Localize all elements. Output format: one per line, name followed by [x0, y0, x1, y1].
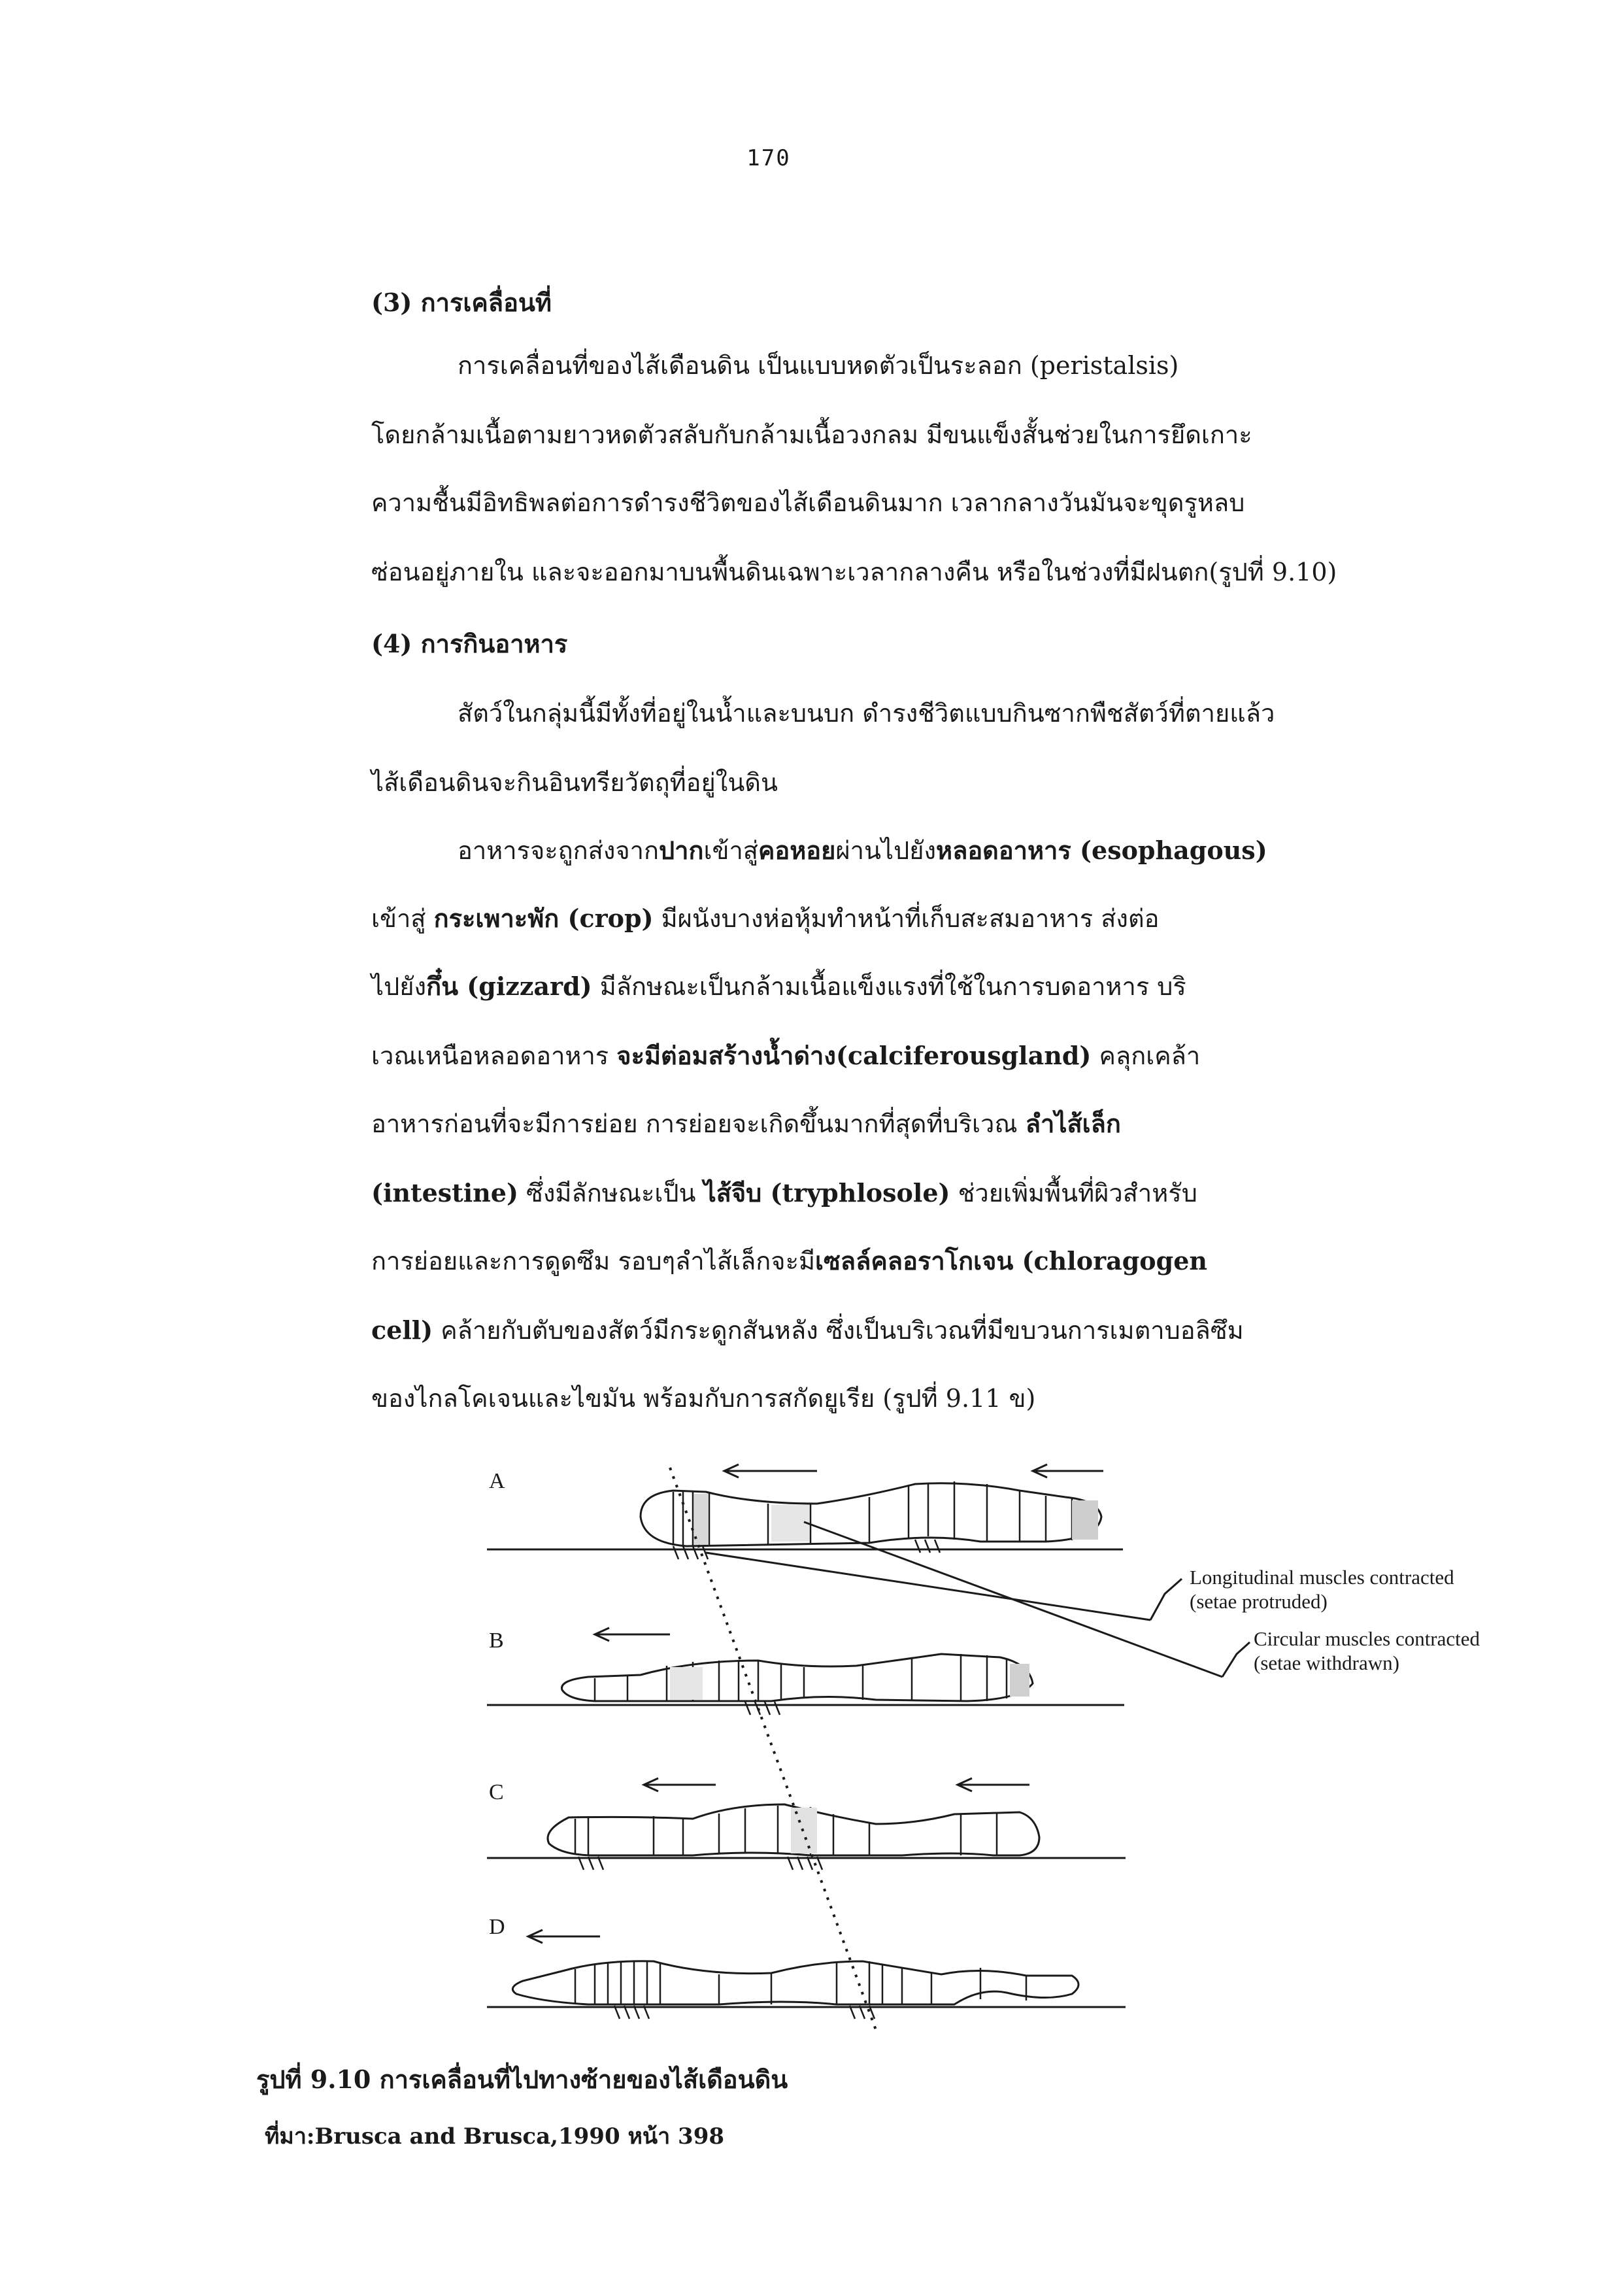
worm-body-d	[512, 1961, 1078, 2004]
panel-label-a: A	[489, 1469, 505, 1493]
segments-b	[595, 1654, 1007, 1701]
term-typhlosole: ไส้จีบ (tryphlosole)	[703, 1178, 950, 1207]
text: มีผนังบางห่อหุ้มทำหน้าที่เก็บสะสมอาหาร ส่งต่อ	[653, 904, 1160, 933]
text: อาหารก่อนที่จะมีการย่อย การย่อยจะเกิดขึ้นมากที่สุดที่บริเวณ	[371, 1109, 1026, 1138]
section-4-p1-line-2: ไส้เดือนดินจะกินอินทรียวัตถุที่อยู่ในดิน	[371, 768, 778, 797]
segments-c	[575, 1806, 997, 1855]
label-longitudinal-line-1: Longitudinal muscles contracted	[1190, 1566, 1454, 1589]
pointer-tick-circular	[1222, 1642, 1250, 1677]
section-3-line-3: ความชื้นมีอิทธิพลต่อการดำรงชีวิตของไส้เดือนดินมาก เวลากลางวันมันจะขุดรูหลบ	[371, 488, 1245, 517]
term-crop: กระเพาะพัก (crop)	[433, 903, 654, 933]
arrow-c-left	[644, 1778, 716, 1791]
panel-label-c: C	[489, 1780, 504, 1804]
term-intestine-th: ลำไส้เล็ก	[1025, 1109, 1121, 1138]
segments-a	[673, 1481, 1072, 1546]
section-3-line-2: โดยกล้ามเนื้อตามยาวหดตัวสลับกับกล้ามเนื้อวงกลม มีขนแข็งสั้นช่วยในการยึดเกาะ	[371, 420, 1252, 449]
term-calciferous-gland: จะมีต่อมสร้างน้ำด่าง(calciferousgland)	[616, 1041, 1092, 1070]
text: คล้ายกับตับของสัตว์มีกระดูกสันหลัง ซึ่งเป็นบริเวณที่มีขบวนการเมตาบอลิซึม	[433, 1316, 1244, 1345]
text: ผ่านไปยัง	[835, 836, 937, 865]
text: มีลักษณะเป็นกล้ามเนื้อแข็งแรงที่ใช้ในการบดอาหาร บริ	[592, 972, 1186, 1001]
text: การย่อยและการดูดซึม รอบๆลำไส้เล็กจะมี	[371, 1247, 816, 1275]
clitellum-b	[670, 1667, 703, 1700]
text: เวณเหนือหลอดอาหาร	[371, 1041, 617, 1070]
label-circular-line-2: (setae withdrawn)	[1254, 1651, 1399, 1674]
term-pharynx: คอหอย	[758, 836, 836, 865]
term-gizzard: กึ๋น (gizzard)	[426, 971, 592, 1001]
setae-b	[745, 1702, 780, 1715]
panel-label-d: D	[489, 1915, 505, 1939]
section-4-p1-line-1: สัตว์ในกลุ่มนี้มีทั้งที่อยู่ในน้ำและบนบก ดำรงชีวิตแบบกินซากพืชสัตว์ที่ตายแล้ว	[458, 699, 1275, 728]
reference-dotted-line	[670, 1468, 876, 2030]
text: คลุกเคล้า	[1091, 1041, 1201, 1070]
term-esophagus: หลอดอาหาร (esophagous)	[936, 836, 1267, 865]
section-4-heading: (4) การกินอาหาร	[371, 629, 568, 658]
pointer-tick-longitudinal	[1150, 1579, 1182, 1620]
arrow-b	[595, 1628, 670, 1641]
panel-label-b: B	[489, 1629, 504, 1653]
tail-shade-b	[1010, 1664, 1029, 1697]
section-3-line-4: ซ่อนอยู่ภายใน และจะออกมาบนพื้นดินเฉพาะเวลากลางคืน หรือในช่วงที่มีฝนตก(รูปที่ 9.10)	[371, 558, 1337, 586]
label-circular-line-1: Circular muscles contracted	[1254, 1627, 1480, 1650]
term-mouth: ปาก	[659, 836, 704, 865]
tail-shade-a	[1072, 1500, 1098, 1540]
text: เข้าสู่	[371, 904, 434, 933]
pointer-line-circular	[804, 1522, 1222, 1677]
segments-d	[575, 1961, 1026, 2004]
figure-source: ที่มา:Brusca and Brusca,1990 หน้า 398	[265, 2123, 725, 2150]
label-longitudinal-line-2: (setae protruded)	[1190, 1590, 1328, 1613]
section-3-line-1: การเคลื่อนที่ของไส้เดือนดิน เป็นแบบหดตัวเป็นระลอก (peristalsis)	[458, 351, 1179, 380]
arrow-a-left	[724, 1464, 817, 1477]
section-4-p2-line-9: ของไกลโคเจนและไขมัน พร้อมกับการสกัดยูเรีย (รูปที่ 9.11 ข)	[371, 1384, 1036, 1413]
figure-caption: รูปที่ 9.10 การเคลื่อนที่ไปทางซ้ายของไส้เดือนดิน	[256, 2065, 788, 2094]
page-number: 170	[746, 145, 791, 171]
term-chloragogen: เซลล์คลอราโกเจน (chloragogen	[815, 1246, 1207, 1275]
text: อาหารจะถูกส่งจาก	[458, 836, 660, 865]
term-cell: cell)	[371, 1315, 433, 1345]
arrow-a-right	[1033, 1464, 1103, 1477]
arrow-d	[528, 1930, 600, 1943]
section-3-heading: (3) การเคลื่อนที่	[371, 288, 552, 317]
text: ไปยัง	[371, 972, 427, 1001]
arrow-c-right	[958, 1778, 1029, 1791]
term-intestine: (intestine)	[371, 1178, 518, 1207]
text: ซึ่งมีลักษณะเป็น	[518, 1179, 704, 1207]
clitellum-a	[771, 1505, 809, 1542]
text: ช่วยเพิ่มพื้นที่ผิวสำหรับ	[950, 1179, 1197, 1207]
pointer-line-longitudinal	[706, 1553, 1150, 1620]
text: เข้าสู่	[703, 836, 758, 865]
worm-body-b	[562, 1654, 1033, 1701]
